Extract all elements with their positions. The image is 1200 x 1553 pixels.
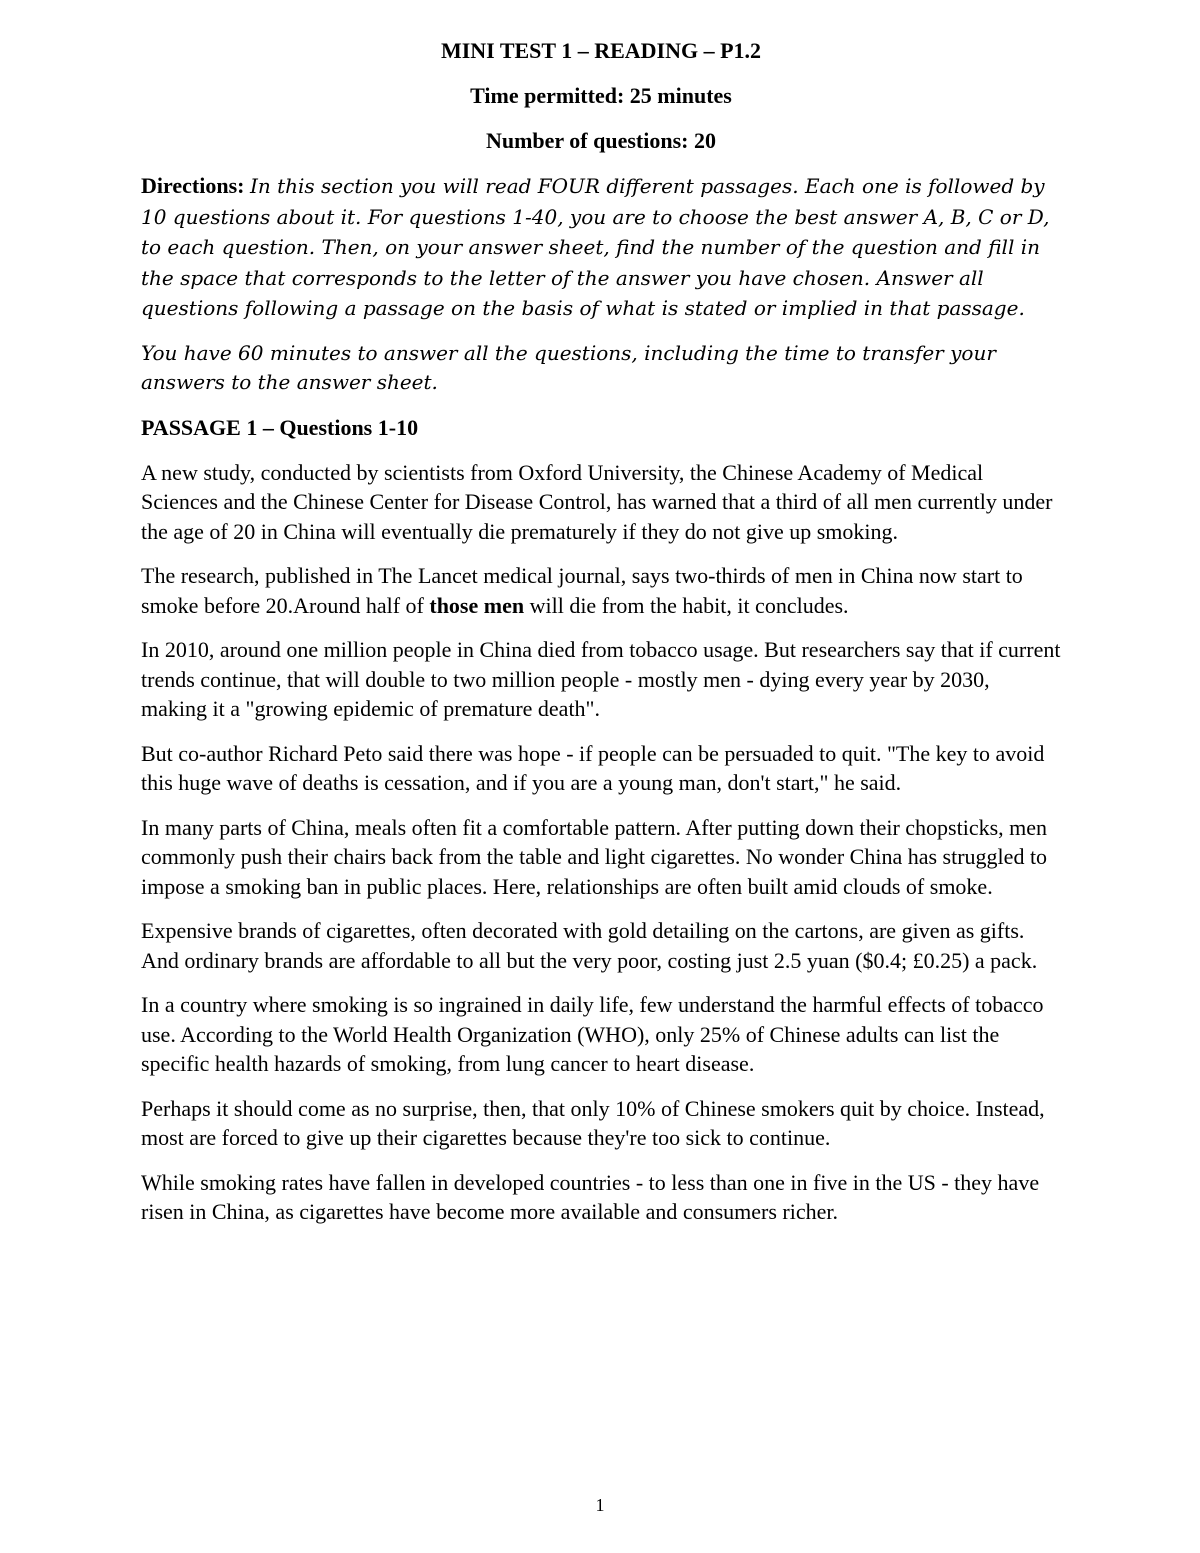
paragraph-2-start: The research, published in The Lancet medical journal, says two-thirds of men in China now start to smoke before 20.Around half of [141, 563, 1023, 618]
test-title: MINI TEST 1 – READING – P1.2 [440, 38, 762, 63]
page-number: 1 [595, 1495, 605, 1515]
passage-paragraph-3: In 2010, around one million people in China died from tobacco usage. But researchers say that if current trends continue, that will double to two million people - mostly men - dying every year by 2030, making it a "growing epidemic of premature death". [141, 637, 1061, 721]
passage-paragraph-7: In a country where smoking is so ingrained in daily life, few understand the harmful effects of tobacco use. According to the World Health Organization (WHO), only 25% of Chinese adults can list the specific health hazards of smoking, from lung cancer to heart disease. [141, 992, 1044, 1076]
passage-paragraph-2 [141, 561, 1061, 620]
passage-paragraph-9: While smoking rates have fallen in developed countries - to less than one in five in the US - they have risen in China, as cigarettes have become more available and consumers richer. [141, 1169, 1040, 1224]
passage-paragraph-4: But co-author Richard Peto said there was hope - if people can be persuaded to quit. "The key to avoid this huge wave of deaths is cessation, and if you are a young man, don't start," he said. [141, 740, 1045, 795]
number-of-questions: Number of questions: 20 [485, 128, 716, 153]
directions-paragraph [141, 171, 1061, 324]
passage-paragraph-6: Expensive brands of cigarettes, often decorated with gold detailing on the cartons, are given as gifts. And ordinary brands are affordable to all but the very poor, costing just 2.5 yuan ($0.4; £0.25) a pack. [141, 918, 1038, 973]
time-permitted: Time permitted: 25 minutes [470, 83, 732, 108]
highlighted-phrase: those men [429, 592, 525, 618]
passage-paragraph-5: In many parts of China, meals often fit a comfortable pattern. After putting down their chopsticks, men commonly push their chairs back from the table and light cigarettes. No wonder China has struggled to impose a smoking ban in public places. Here, relationships are often built amid clouds of smoke. [141, 814, 1048, 899]
directions-label: Directions: [141, 173, 245, 198]
document-page [141, 36, 1061, 1242]
passage-paragraph-8: Perhaps it should come as no surprise, then, that only 10% of Chinese smokers quit by choice. Instead, most are forced to give up their cigarettes because they're too sick to continue. [141, 1095, 1045, 1150]
paragraph-2-end: will die from the habit, it concludes. [524, 592, 849, 618]
time-note: You have 60 minutes to answer all the questions, including the time to transfer your answers to the answer sheet. [141, 340, 996, 394]
passage-paragraph-1: A new study, conducted by scientists from Oxford University, the Chinese Academy of Medical Sciences and the Chinese Center for Disease Control, has warned that a third of all men currently under the age of 20 in China will eventually die prematurely if they do not give up smoking. [141, 459, 1053, 544]
passage-title: PASSAGE 1 – Questions 1-10 [141, 414, 419, 440]
directions-text: In this section you will read FOUR different passages. Each one is followed by 10 questions about it. For questions 1-40, you are to choose the best answer A, B, C or D, to each question. Then, on your answer sheet, find the number of the question and fill in the space that corresponds to the letter of the answer you have chosen. Answer all questions following a passage on the basis of what is stated or implied in that passage. [141, 174, 1050, 320]
